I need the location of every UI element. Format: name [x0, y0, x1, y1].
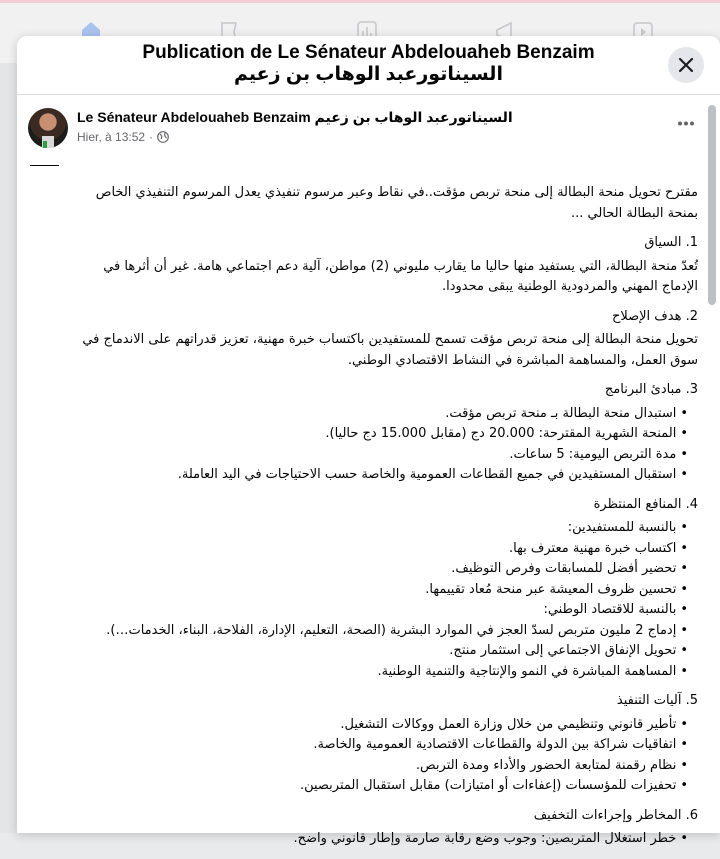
post: [17, 95, 706, 846]
bullet-item: [66, 445, 698, 466]
bullet-icon: •: [680, 540, 688, 556]
bullet-item: [66, 756, 698, 777]
bullet-item: [66, 580, 698, 601]
bullet-icon: •: [680, 737, 688, 752]
section-paragraph: تُعدّ منحة البطالة، التي يستفيد منها حاليا ما يقارب مليوني (2) مواطن، آلية دعم اجتماعي هامة. غير أن أثرها في الإدماج المهني والمردودية الوطنية يبقى محدودا.: [103, 258, 698, 294]
post-dialog: [17, 36, 720, 846]
bullet-icon: •: [680, 831, 688, 846]
more-options-button[interactable]: [672, 113, 700, 133]
post-body: [66, 183, 698, 859]
bullet-icon: •: [680, 643, 688, 658]
section-heading: 3. مبادئ البرنامج: [604, 382, 698, 397]
bullet-text: تأطير قانوني وتنظيمي من خلال وزارة العمل ووكالات التشغيل.: [340, 716, 677, 732]
bullet-icon: •: [680, 581, 688, 597]
bullet-text: بالنسبة للمستفيدين:: [567, 520, 677, 535]
section-heading: 1. السياق: [644, 235, 698, 250]
close-button[interactable]: [668, 47, 704, 83]
bullet-icon: •: [680, 663, 688, 679]
bullet-item: [66, 662, 698, 683]
bullet-item: [66, 829, 698, 850]
bullet-text: المنحة الشهرية المقترحة: 20.000 دج (مقابل 15.000 دج حاليا).: [325, 426, 677, 441]
bullet-item: [66, 424, 698, 445]
bullet-text: خطر استغلال المتربصين: وجوب وضع رقابة صارمة وإطار قانوني واضح.: [293, 831, 677, 846]
separator-line: [30, 165, 59, 166]
dialog-title-latin: Publication de Le Sénateur Abdelouaheb Benzaim: [142, 42, 595, 63]
section-heading: 2. هدف الإصلاح: [611, 308, 698, 324]
bullet-icon: •: [680, 405, 688, 421]
section-heading: 6. المخاطر وإجراءات التخفيف: [533, 807, 698, 823]
bullet-list: [66, 518, 698, 682]
bullet-text: استبدال منحة البطالة بـ منحة تربص مؤقت.: [445, 405, 677, 421]
bullet-text: بالنسبة للاقتصاد الوطني:: [543, 602, 677, 617]
bullet-list: [66, 404, 698, 486]
bullet-text: تحفيزات للمؤسسات (إعفاءات أو امتيازات) مقابل استقبال المتربصين.: [299, 778, 677, 793]
bullet-item: [66, 715, 698, 736]
bullet-text: نظام رقمنة لمتابعة الحضور والأداء ومدة التربص.: [415, 757, 677, 773]
post-intro: مقترح تحويل منحة البطالة إلى منحة تربص مؤقت..في نقاط وعبر مرسوم تنفيذي يعدل المرسوم التنفيذي الخاص بمنحة البطالة الحالي ...: [95, 185, 698, 221]
scrollbar[interactable]: [706, 95, 720, 833]
section-paragraph: تحويل منحة البطالة إلى منحة تربص مؤقت تسمح للمستفيدين باكتساب خبرة مهنية، تعزيز قدراتهم على الاندماج في سوق العمل، والمساهمة المباشرة في النشاط الاقتصادي الوطني.: [82, 332, 698, 368]
bullet-icon: •: [680, 622, 688, 638]
more-icon: [677, 121, 695, 126]
bullet-text: مدة التربص اليومية: 5 ساعات.: [509, 446, 677, 462]
bullet-item: [66, 776, 698, 797]
bullet-icon: •: [680, 602, 688, 617]
bullet-text: تحضير أفضل للمسابقات وفرص التوظيف.: [451, 561, 677, 576]
bullet-item: [66, 621, 698, 642]
bullet-text: المساهمة المباشرة في النمو والإنتاجية والتنمية الوطنية.: [377, 663, 677, 679]
scrollbar-thumb[interactable]: [708, 105, 716, 305]
section-heading: 4. المنافع المنتظرة: [593, 496, 698, 512]
bullet-text: اتفاقيات شراكة بين الدولة والقطاعات الاقتصادية العمومية والخاصة.: [313, 737, 677, 752]
bullet-icon: •: [680, 716, 688, 732]
bullet-text: تحويل الإنفاق الاجتماعي إلى استثمار منتج.: [449, 643, 677, 658]
dialog-title-arabic: السيناتورعبد الوهاب بن زعيم: [234, 64, 503, 85]
bullet-item: [66, 735, 698, 756]
bullet-item: [66, 518, 698, 539]
dialog-header: [17, 36, 720, 95]
bullet-icon: •: [680, 561, 688, 576]
bullet-text: إدماج 2 مليون متربص لسدّ العجز في الموارد البشرية (الصحة، التعليم، الإدارة، الفلاحة، البناء، الخدمات…).: [106, 622, 677, 638]
bullet-item: [66, 559, 698, 580]
author-name-latin[interactable]: Le Sénateur Abdelouaheb Benzaim: [77, 109, 311, 125]
bullet-icon: •: [680, 757, 688, 773]
bullet-list: [66, 715, 698, 797]
backdrop: [0, 63, 18, 833]
bullet-text: استقبال المستفيدين في جميع القطاعات العمومية والخاصة حسب الاحتياجات في اليد العاملة.: [177, 467, 677, 482]
bullet-text: تحسين ظروف المعيشة عبر منحة مُعاد تقييمها.: [425, 581, 677, 597]
author-name-arabic[interactable]: السيناتورعبد الوهاب بن زعيم: [314, 109, 513, 125]
bullet-icon: •: [680, 426, 688, 441]
bullet-item: [66, 465, 698, 486]
bullet-icon: •: [680, 778, 688, 793]
bullet-icon: •: [680, 446, 688, 462]
bullet-text: اكتساب خبرة مهنية معترف بها.: [509, 540, 677, 556]
avatar[interactable]: [28, 108, 68, 148]
bullet-item: [66, 641, 698, 662]
post-author[interactable]: [77, 109, 513, 126]
bullet-icon: •: [680, 520, 688, 535]
bullet-item: [66, 600, 698, 621]
bullet-icon: •: [680, 467, 688, 482]
section-heading: 5. آليات التنفيذ: [616, 693, 698, 708]
close-icon: [678, 57, 694, 73]
bullet-item: [66, 404, 698, 425]
post-meta: [77, 130, 169, 144]
globe-icon: [157, 131, 169, 143]
bullet-item: [66, 539, 698, 560]
bullet-list: [66, 829, 698, 850]
meta-dot: ·: [149, 130, 154, 144]
dialog-title: [17, 42, 720, 86]
post-timestamp[interactable]: Hier, à 13:52: [77, 130, 146, 144]
